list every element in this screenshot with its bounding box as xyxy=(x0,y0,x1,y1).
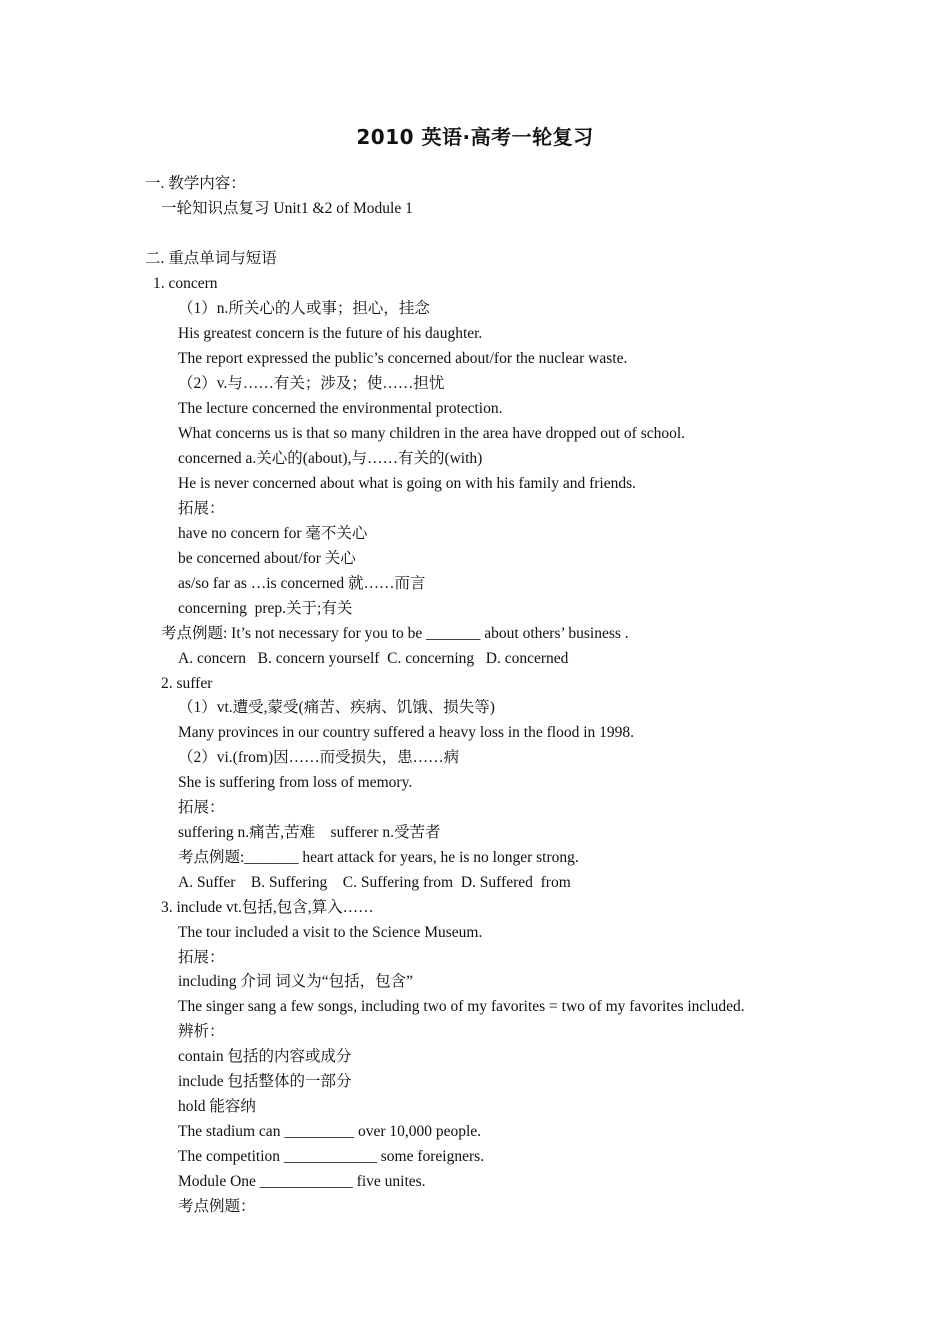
example-line: The lecture concerned the environmental protection. xyxy=(178,400,503,417)
word-heading-concern: 1. concern xyxy=(153,275,218,292)
phrase-line: suffering n.痛苦,苦难 sufferer n.受苦者 xyxy=(178,824,441,841)
example-line: His greatest concern is the future of his daughter. xyxy=(178,325,483,342)
extension-label: 拓展： xyxy=(178,500,225,517)
distinction-label: 辨析： xyxy=(178,1023,225,1040)
example-line: He is never concerned about what is going on with his family and friends. xyxy=(178,475,636,492)
definition-line: （1）vt.遭受,蒙受(痛苦、疾病、饥饿、损失等) xyxy=(178,699,495,716)
example-line: What concerns us is that so many children in the area have dropped out of school. xyxy=(178,425,686,442)
phrase-line: hold 能容纳 xyxy=(178,1098,256,1115)
exercise-line: The competition ____________ some foreigners. xyxy=(178,1148,485,1165)
exam-options: A. concern B. concern yourself C. concerning D. concerned xyxy=(178,650,569,667)
exam-options: A. Suffer B. Suffering C. Suffering from D. Suffered from xyxy=(178,874,571,891)
definition-line: concerned a.关心的(about),与……有关的(with) xyxy=(178,450,483,467)
exam-question-label: 考点例题： xyxy=(178,1198,256,1215)
extension-label: 拓展： xyxy=(178,799,225,816)
example-line: The singer sang a few songs, including two of my favorites = two of my favorites included. xyxy=(178,998,745,1015)
example-line: Many provinces in our country suffered a heavy loss in the flood in 1998. xyxy=(178,724,635,741)
example-line: The report expressed the public’s concerned about/for the nuclear waste. xyxy=(178,350,628,367)
phrase-line: contain 包括的内容或成分 xyxy=(178,1048,352,1065)
phrase-line: be concerned about/for 关心 xyxy=(178,550,356,567)
word-heading-include: 3. include vt.包括,包含,算入…… xyxy=(161,899,374,916)
phrase-line: include 包括整体的一部分 xyxy=(178,1073,352,1090)
example-line: The tour included a visit to the Science Museum. xyxy=(178,924,483,941)
definition-line: （2）vi.(from)因……而受损失，患……病 xyxy=(178,749,460,766)
example-line: She is suffering from loss of memory. xyxy=(178,774,413,791)
section-heading-content: 一. 教学内容： xyxy=(145,175,246,192)
definition-line: （2）v.与……有关；涉及；使……担忧 xyxy=(178,375,445,392)
definition-line: including 介词 词义为“包括，包含” xyxy=(178,973,414,990)
word-heading-suffer: 2. suffer xyxy=(161,675,213,692)
exercise-line: The stadium can _________ over 10,000 people. xyxy=(178,1123,482,1140)
phrase-line: have no concern for 毫不关心 xyxy=(178,525,368,542)
definition-line: （1）n.所关心的人或事；担心，挂念 xyxy=(178,300,430,317)
phrase-line: as/so far as …is concerned 就……而言 xyxy=(178,575,426,592)
section-heading-vocab: 二. 重点单词与短语 xyxy=(145,250,277,267)
exercise-line: Module One ____________ five unites. xyxy=(178,1173,426,1190)
phrase-line: concerning prep.关于;有关 xyxy=(178,600,353,617)
page-title: 2010 英语·高考一轮复习 xyxy=(356,125,594,149)
extension-label: 拓展： xyxy=(178,949,225,966)
content-line: 一轮知识点复习 Unit1 &2 of Module 1 xyxy=(161,200,413,217)
exam-question: 考点例题: It’s not necessary for you to be _______ about others’ business . xyxy=(161,625,629,642)
exam-question: 考点例题:_______ heart attack for years, he is no longer strong. xyxy=(178,849,579,866)
